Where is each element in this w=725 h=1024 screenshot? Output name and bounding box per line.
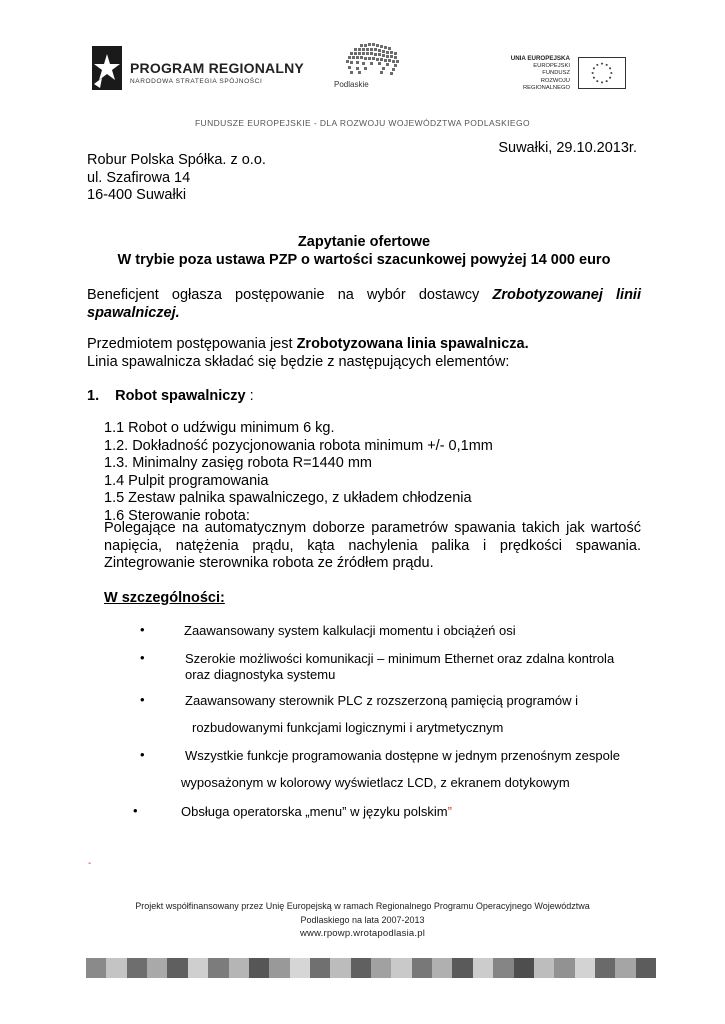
bullet-item: Zaawansowany system kalkulacji momentu i obciążeń osi [184, 623, 516, 638]
star-emblem-icon [88, 44, 126, 92]
intro-paragraph [87, 287, 641, 322]
footer-line1: Projekt współfinansowany przez Unię Europejską w ramach Regionalnego Programu Operacyjnego Województwa [135, 901, 590, 911]
details-heading [104, 590, 225, 606]
strip-block [269, 958, 289, 978]
eu-logo [508, 55, 626, 89]
region-caption: Podlaskie [334, 80, 369, 89]
strip-block [575, 958, 595, 978]
strip-block [534, 958, 554, 978]
strip-block [412, 958, 432, 978]
eu-star-icon [593, 77, 595, 79]
subject-text: Przedmiotem postępowania jest [87, 336, 297, 352]
footer-line2: Podlaskiego na lata 2007-2013 [300, 915, 425, 925]
eu-line3: ROZWOJU REGIONALNEGO [522, 77, 570, 91]
spec-item: 1.3. Minimalny zasięg robota R=1440 mm [104, 455, 372, 471]
strip-block [391, 958, 411, 978]
bullet-item-cont: wyposażonym w kolorowy wyświetlacz LCD, z ekranem dotykowym [181, 775, 570, 790]
section-colon: : [245, 388, 254, 404]
eu-star-icon [609, 67, 611, 69]
eu-star-icon [601, 63, 603, 65]
spec-item: 1.2. Dokładność pozycjonowania robota minimum +/- 0,1mm [104, 437, 493, 454]
bullet-item: Szerokie możliwości komunikacji – minimum Ethernet oraz zdalna kontrola [185, 651, 615, 666]
bullet-icon: • [140, 622, 145, 637]
spec-item: 1.4 Pulpit programowania [104, 472, 269, 489]
spec-item: 1.5 Zestaw palnika spawalniczego, z układem chłodzenia [104, 490, 472, 506]
bullet-icon: • [140, 692, 145, 707]
eu-star-icon [592, 72, 594, 74]
bison-icon [330, 40, 416, 80]
eu-flag-icon [578, 57, 626, 89]
bullet-item [181, 804, 452, 820]
document-title: Zapytanie ofertowe [297, 234, 431, 250]
document-subtitle: W trybie poza ustawa PZP o wartości szacunkowej powyżej 14 000 euro [117, 252, 611, 268]
strip-block [208, 958, 228, 978]
strip-block [371, 958, 391, 978]
strip-block [290, 958, 310, 978]
subject-paragraph [87, 336, 641, 371]
program-regionalny-logo [88, 44, 304, 96]
decorative-strip [86, 958, 656, 978]
bullet-item-text: Obsługa operatorska „menu” w języku polskim [181, 804, 448, 819]
bullet-icon: • [140, 650, 145, 665]
program-title: PROGRAM REGIONALNY [130, 60, 304, 76]
strip-block [86, 958, 106, 978]
strip-block [249, 958, 269, 978]
stray-mark: - [88, 858, 92, 869]
spec-item: 1.1 Robot o udźwigu minimum 6 kg. [104, 420, 335, 436]
eu-star-icon [606, 80, 608, 82]
eu-star-icon [593, 67, 595, 69]
section-number: 1. [87, 388, 100, 404]
bullet-icon: • [133, 803, 138, 818]
eu-star-icon [596, 80, 598, 82]
eu-line2: EUROPEJSKI FUNDUSZ [533, 63, 570, 77]
strip-block [167, 958, 187, 978]
letter-date: Suwałki, 29.10.2013r. [498, 140, 637, 156]
eu-text [508, 55, 570, 92]
strip-block [615, 958, 635, 978]
section-heading [87, 388, 254, 404]
strip-block [452, 958, 472, 978]
footer-url: www.rpowp.wrotapodlasia.pl [299, 928, 426, 939]
eu-star-icon [596, 64, 598, 66]
strip-block [330, 958, 350, 978]
strip-block [310, 958, 330, 978]
control-description: Polegające na automatycznym doborze parametrów spawania takich jak wartość napięcia, natężenia prądu, kąta nachylenia palika i prędkości spawania. Zintegrowanie sterownika robota ze źródłem prądu. [104, 520, 641, 571]
strip-block [188, 958, 208, 978]
strip-block [432, 958, 452, 978]
bullet-item: Zaawansowany sterownik PLC z rozszerzoną pamięcią programów i [185, 693, 579, 708]
program-subtitle: NARODOWA STRATEGIA SPÓJNOŚCI [130, 78, 263, 85]
bullet-icon: • [140, 747, 145, 762]
address-line: 16-400 Suwałki [87, 187, 187, 203]
intro-text: Beneficjent ogłasza postępowanie na wybór dostawcy [87, 287, 493, 303]
section-title: Robot spawalniczy [115, 388, 246, 404]
strip-block [636, 958, 656, 978]
strip-block [595, 958, 615, 978]
red-quote-mark: ” [447, 804, 452, 819]
recipient-address [87, 152, 266, 205]
eu-star-icon [610, 72, 612, 74]
details-heading-text: W szczególności: [104, 590, 225, 606]
address-line: Robur Polska Spółka. z o.o. [87, 152, 266, 168]
strip-block [473, 958, 493, 978]
funds-tagline: FUNDUSZE EUROPEJSKIE - DLA ROZWOJU WOJEWÓDZTWA PODLASKIEGO [194, 118, 531, 128]
strip-block [229, 958, 249, 978]
strip-block [106, 958, 126, 978]
eu-star-icon [609, 77, 611, 79]
strip-block [493, 958, 513, 978]
strip-block [351, 958, 371, 978]
strip-block [554, 958, 574, 978]
strip-block [514, 958, 534, 978]
subject-line2: Linia spawalnicza składać się będzie z następujących elementów: [87, 353, 510, 370]
eu-star-icon [606, 64, 608, 66]
eu-star-icon [601, 81, 603, 83]
address-line: ul. Szafirowa 14 [87, 169, 191, 186]
strip-block [147, 958, 167, 978]
intro-emphasis: Zrobotyzowanej linii spawalniczej. [87, 287, 641, 321]
bullet-item-cont: rozbudowanymi funkcjami logicznymi i arytmetycznym [192, 720, 504, 735]
bullet-item: Wszystkie funkcje programowania dostępne w jednym przenośnym zespole [185, 748, 620, 763]
subject-emphasis: Zrobotyzowana linia spawalnicza. [296, 336, 529, 352]
eu-line1: UNIA EUROPEJSKA [510, 55, 570, 62]
podlaskie-logo [330, 40, 416, 96]
spec-list [104, 420, 493, 525]
strip-block [127, 958, 147, 978]
spec-item: 1.6 Sterowanie robota: [104, 507, 250, 524]
bullet-item-cont: oraz diagnostyka systemu [185, 667, 336, 682]
